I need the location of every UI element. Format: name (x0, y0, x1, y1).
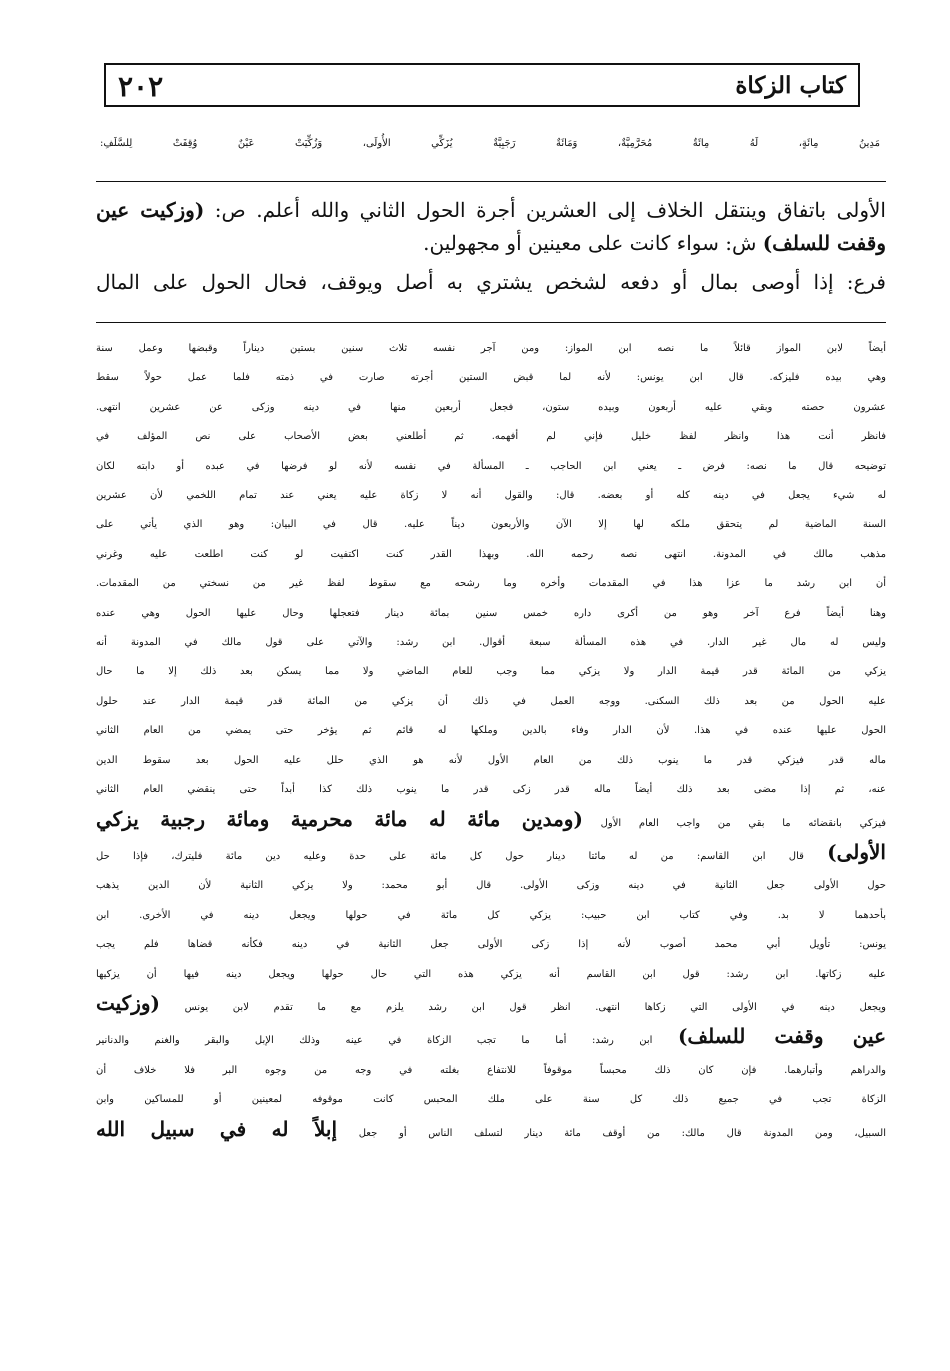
text-line (96, 989, 886, 1022)
text-line: الزكاة تجب في جميع ذلك كل سنة على ملك المحبس كانت موقوفه لمعينين أو للمساكين وابن (96, 1094, 886, 1106)
text-line: أيضاً لابن المواز قائلاً ما نصه ابن المواز: ومن آجر نفسه ثلاث سنين بستين ديناراً وقبضها وعمل سنة (96, 343, 886, 354)
text-line: السنة الماضية لم يتحقق ملكه لها إلا الآن والأربعون ديناً عليه. قال في البيان: وهو الذي يأتي على (96, 519, 886, 531)
matn-text: مَدِينُ مِائَةٍ، لَهُ مِائَةٌ مُحَرَّمِيَّةٌ، وَمَائَةٌ رَجَبِيَّةٌ يُزَكِّي الأُولَى، وَزُكِّيَتْ عَيْنٌ وُقِفَتْ لِلسَّلَفِ: (100, 138, 880, 149)
text-line: يونس: تأويل أبي محمد أصوب لأنه إذا زكى الأولى جعل الثانية في دينه فكأنه قضاها فلم يجب (96, 939, 886, 951)
middle-paragraph-branch: فرع: إذا أوصى بمال أو دفعه لشخص يشتري به أصل ويوقف، فحال الحول على المال (96, 270, 886, 294)
divider-rule (96, 322, 886, 323)
text-line (96, 1115, 886, 1148)
text-run: ويجعل دينه في الأولى التي زكاها انتهى. انظر قول ابن رشد يلزم مع ما تقدم لابن يونس (159, 1001, 886, 1013)
middle-commentary (96, 194, 886, 299)
text-line: عليه الحول من بعد ذلك السكنى. ووجه العمل في ذلك أن يزكي من المائة قدر قيمة الدار عند حلول (96, 695, 886, 707)
text-line (96, 1022, 886, 1055)
main-commentary (96, 334, 886, 1314)
text-line: توضيحه قال ما نصه: فرض ـ يعني ابن الحاجب ـ المسألة في نفسه لأنه لو فرضها في عبده أو دابته لكان (96, 460, 886, 472)
text-line: وهنا أيضاً فرع آخر وهو من أكرى داره خمس سنين بمائة دينار فتعجلها وحال عليها الحول وهي عنده (96, 607, 886, 619)
page-number: ٢٠٢ (118, 70, 164, 103)
text-run: ش: سواء كانت على معينين أو مجهولين. (423, 231, 763, 255)
divider-rule (96, 181, 886, 182)
text-line: عليه زكاتها. ابن رشد: قول ابن القاسم أنه يزكي هذه التي حال حولها ويجعل دينه فيها أن يزكيها (96, 968, 886, 980)
text-line: له شيء يجعل في دينه كله أو بعضه. قال: والقول أنه لا زكاة عليه يعني عند تمام اللخمي لأن عشرين (96, 490, 886, 502)
text-line: حول الأولى جعل الثانية في دينه وزكى الأولى. قال أبو محمد: ولا يزكي الثانية لأن الدين يذهب (96, 880, 886, 892)
bold-quote: (وزكيت عين وقفت للسلف) (96, 198, 886, 255)
text-run: ابن رشد: أما ما تجب الزكاة في عينه وذلك الإبل والبقر والغنم والدنانير (96, 1035, 678, 1047)
text-line: وهي بيده فليزكه. قال ابن يونس: لأنه لما قبض الستين أجرته صارت في ذمته فلما عمل حولاً سقط (96, 372, 886, 384)
middle-paragraph (96, 194, 886, 260)
text-run: الأولى باتفاق وينتقل الخلاف إلى العشرين أجرة الحول الثاني والله أعلم. ص: (204, 198, 886, 222)
text-line: أن ابن رشد ما عزا هذا في المقدمات وأخره وما رشحه مع سقوط لفظ غير من نسختي من المقدمات. (96, 578, 886, 590)
text-line: بأحدهما لا بد. وفي كتاب ابن حبيب: يزكي كل مائة في حولها ويجعل دينه في الأخرى. ابن (96, 909, 886, 921)
text-line: فانظر أنت هذا وانظر لفظ خليل فإني لم أفهمه. ثم أطلعني بعض الأصحاب على نص المؤلف في (96, 431, 886, 443)
text-line: يزكي من المائة قدر قيمة الدار ولا يزكي مما وجب للعام الماضي ولا مما يسكن بعد ذلك إلا ما حال (96, 666, 886, 678)
text-line: مذهب مالك في المدونة. انتهى نصه رحمه الله. وبهذا القدر كنت اكتفيت لو كنت اطلعت عليه وغرني (96, 548, 886, 560)
bold-quote: عين وقفت للسلف) (677, 1024, 886, 1049)
text-line: والدراهم وأتبارهما. فإن كان ذلك محبساً موقوفاً للانتفاع بغلته في وجه من وجوه البر فلا خلاف أن (96, 1064, 886, 1076)
book-title: كتاب الزكاة (735, 72, 846, 99)
text-run: فيزكي بانقضائه ما بقي من واجب العام الأول (582, 817, 886, 829)
text-run: قال ابن القاسم: من له مائتا دينار حول كل مائة على حدة وعليه دين مائة فليترك، فإذا حل (96, 850, 828, 862)
text-line: ماله قدر فيزكي قدر ما ينوب ذلك من العام الأول لأنه هو الذي حلل عليه الحول بعد سقوط الدين (96, 754, 886, 766)
bold-quote: (وزكيت (96, 990, 160, 1015)
text-run: السبيل، ومن المدونة قال مالك: من أوقف مائة دينار لتسلف الناس أو جعل (337, 1127, 886, 1139)
running-header (104, 63, 860, 107)
text-line (96, 838, 886, 871)
text-line (96, 805, 886, 838)
text-line: وليس له مال غير الدار. في هذه المسألة سبعة أقوال. ابن رشد: والآتي على قول مالك في المدونة أنه (96, 637, 886, 649)
text-line: الحول عليها عنده في هذا. لأن الدار وفاء بالدين وملكها له قائم ثم يؤخر حتى يمضي من العام الثاني (96, 725, 886, 737)
bold-quote: (ومدين مائة له مائة محرمية ومائة رجبية يزكي (96, 806, 583, 831)
bold-quote: الأولى) (827, 839, 886, 864)
text-line: عنه، ثم إذا مضى بعد ذلك أيضاً ماله قدر زكى قدر ما ينوب ذلك كذا أبداً حتى ينقضي العام الثاني (96, 784, 886, 796)
text-line: عشرون حصته وبقي عليه أربعون وبيده ستون، فجعل أربعين منها في دينه وزكى عن عشرين انتهى. (96, 401, 886, 413)
bold-quote: إبلاً له في سبيل الله (96, 1116, 338, 1141)
